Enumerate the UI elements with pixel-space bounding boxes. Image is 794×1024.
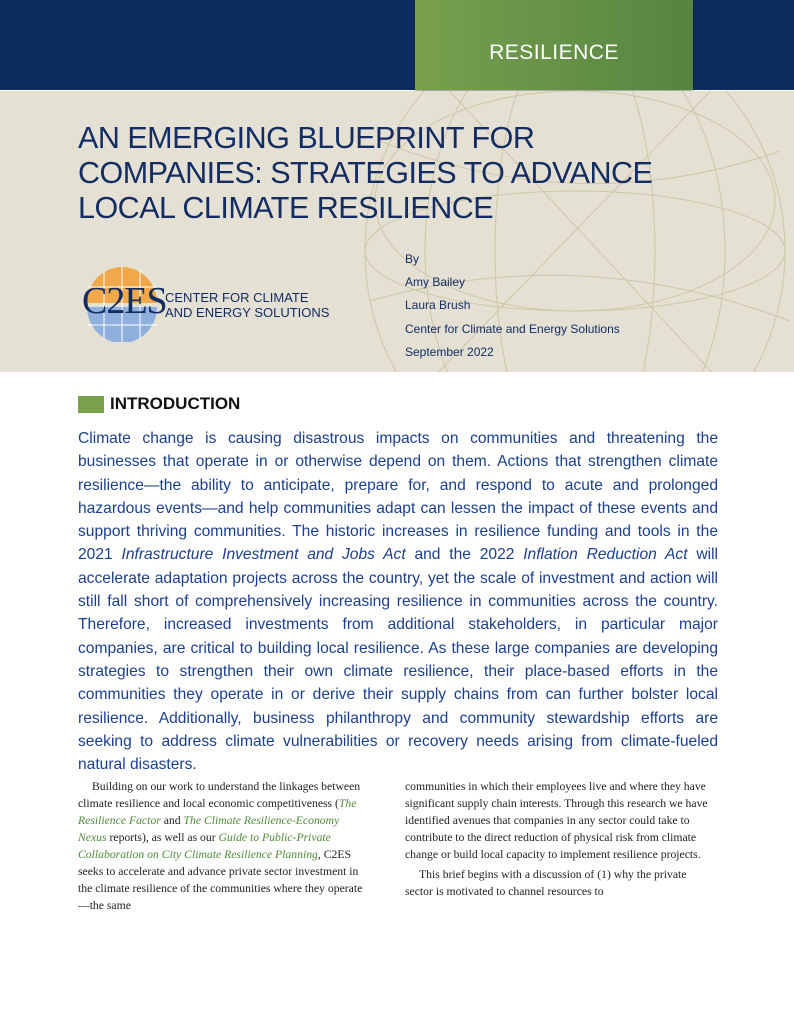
text: Building on our work to understand the linkages between climate resilience and local economic competitiveness ( bbox=[78, 780, 361, 810]
byline-by: By bbox=[405, 252, 420, 266]
guide-link[interactable]: Guide to Public-Private Collaboration on City Climate Resilience Planning bbox=[78, 831, 331, 861]
section-heading bbox=[78, 394, 240, 414]
text: Climate change is causing disastrous impacts on communities and threatening the businesses that operate in or otherwise depend on them. Actions that strengthen climate resilience—the ability to anticipate, prepare for, and respond to acute and prolonged hazardous events—and help communities adapt can lessen the impact of these events and support thriving communities. The historic increases in resilience funding and tools in the 2021 bbox=[78, 430, 718, 564]
text: and the 2022 bbox=[405, 546, 524, 564]
text: reports), as well as our bbox=[106, 831, 219, 844]
body-paragraph bbox=[78, 778, 368, 914]
section-tab-label: RESILIENCE bbox=[489, 41, 619, 64]
section-tab bbox=[415, 0, 693, 90]
title-line: COMPANIES: STRATEGIES TO ADVANCE bbox=[78, 156, 653, 190]
document-title bbox=[78, 121, 652, 226]
logo-line2: AND ENERGY SOLUTIONS bbox=[165, 305, 330, 320]
body-paragraph: This brief begins with a discussion of (1) why the private sector is motivated to channel resources to bbox=[405, 868, 687, 898]
title-line: AN EMERGING BLUEPRINT FOR bbox=[78, 121, 535, 155]
author-organization: Center for Climate and Energy Solutions bbox=[405, 321, 620, 336]
report-link[interactable]: The Resilience Factor bbox=[78, 797, 357, 827]
law-title: Infrastructure Investment and Jobs Act bbox=[121, 546, 406, 564]
author-name: Laura Brush bbox=[405, 298, 471, 313]
author-name: Amy Bailey bbox=[405, 275, 466, 290]
body-paragraph: communities in which their employees live and where they have significant supply chain interests. Through this research we have identified avenues that companies in any sector could take to contribute to the direct reduction of physical risk from climate change or build local capacity to implement resilience projects. bbox=[405, 780, 708, 861]
section-heading-text: INTRODUCTION bbox=[110, 394, 241, 413]
intro-paragraph bbox=[78, 427, 718, 776]
c2es-logo bbox=[82, 267, 352, 342]
text: will accelerate adaptation projects across the country, yet the scale of investment and action will still fall short of comprehensively increasing resilience in communities across the country. Therefore, increased investments from additional stakeholders, in particular major companies, are critical to building local resilience. As these large companies are developing strategies to strengthen their own climate resilience, their place-based efforts in the communities they operate in or derive their supply chains from can further bolster local resilience. Additionally, business philanthropy and community stewardship efforts are seeking to address climate vulnerabilities or recovery needs arising from climate-fueled natural disasters. bbox=[78, 546, 719, 774]
body-column-right bbox=[405, 778, 717, 900]
logo-line1: CENTER FOR CLIMATE bbox=[165, 290, 309, 305]
report-link[interactable]: The Climate Resilience-Economy Nexus bbox=[78, 814, 340, 844]
body-column-left bbox=[78, 778, 368, 914]
text: , C2ES seeks to accelerate and advance private sector investment in the climate resilience of the communities where they operate—the same bbox=[78, 848, 363, 912]
cover-hero bbox=[0, 91, 794, 372]
text: and bbox=[160, 814, 184, 827]
law-title: Inflation Reduction Act bbox=[523, 546, 688, 564]
heading-marker-icon bbox=[78, 396, 104, 413]
byline bbox=[405, 248, 620, 364]
title-line: LOCAL CLIMATE RESILIENCE bbox=[78, 191, 494, 225]
logo-mark: C2ES bbox=[82, 280, 167, 322]
publication-date: September 2022 bbox=[405, 344, 494, 359]
